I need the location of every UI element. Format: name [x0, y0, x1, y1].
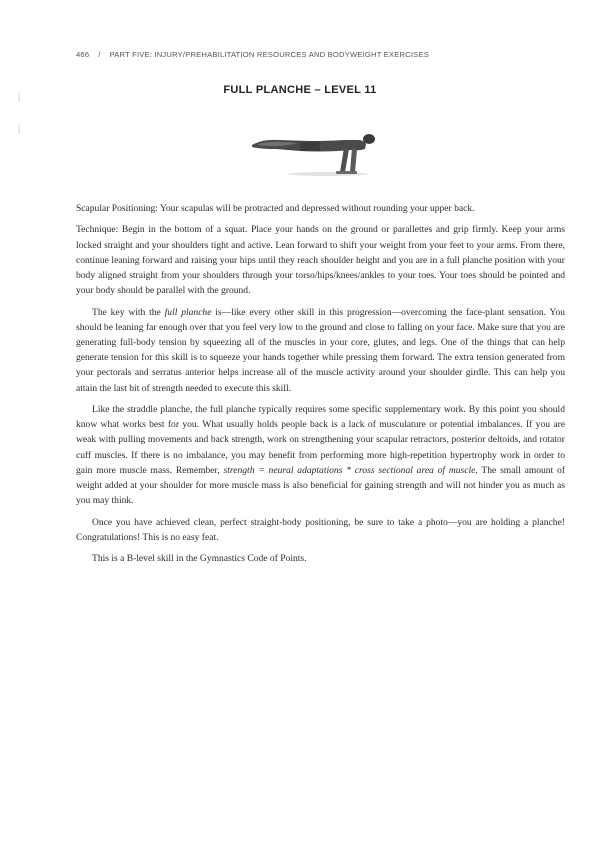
page-number: 466	[76, 50, 90, 59]
paragraph-achieved: Once you have achieved clean, perfect straight-body positioning, be sure to take a photo—you are holding a planche! Congratulations! This is no easy feat.	[76, 516, 565, 543]
header-separator: /	[98, 50, 101, 59]
running-header	[76, 50, 556, 59]
paragraph-straddle-text-continued: . The small amount of weight added at your shoulder for more muscle mass is also beneficial for gaining strength and will not hinder you as much as you may think.	[76, 464, 565, 507]
full-planche-figure-icon	[248, 128, 378, 178]
paragraph-key-text-continued: is—like every other skill in this progression—overcoming the face-plant sensation. You should be leaning far enough over that you feel very low to the ground and close to falling on your face. Make sure that you are generating full-body tension by squeezing all of the muscles in your core, glutes, and legs. One of the things that can help generate tension for this skill is to squeeze your hands together while pressing them forward. The extra tension generated from your pectorals and serratus anterior helps increase all of the muscle activity around your shoulder girdle. This can help you attain the last bit of strength needed to execute this skill.	[76, 306, 565, 394]
running-title: PART FIVE: INJURY/PREHABILITATION RESOURCES AND BODYWEIGHT EXERCISES	[109, 50, 429, 59]
paragraph-b-level: This is a B-level skill in the Gymnastics Code of Points.	[92, 553, 307, 565]
paragraph-straddle	[76, 402, 565, 508]
paragraph-straddle-text: Like the straddle planche, the full planche typically requires some specific supplementary work. By this point you should know what works best for you. What usually holds people back is a lack of musculature or potential imbalances. If you are weak with pulling movements and back strength, work on strengthening your scapular retractors, posterior deltoids, and rotator cuff muscles. If there is no imbalance, you may benefit from performing more high-repetition hypertrophy work in order to gain more muscle mass. Remember,	[76, 404, 565, 476]
margin-mark	[18, 92, 20, 102]
margin-mark	[18, 124, 20, 134]
paragraph-key-text: The key with the	[92, 306, 165, 318]
paragraph-straddle-formula: strength = neural adaptations * cross sectional area of muscle	[223, 464, 476, 476]
section-title: FULL PLANCHE – LEVEL 11	[223, 84, 377, 96]
body-text	[76, 201, 565, 573]
paragraph-scapular-positioning: Scapular Positioning: Your scapulas will be protracted and depressed without rounding your upper back.	[76, 203, 475, 214]
paragraph-key	[76, 305, 565, 396]
paragraph-key-emphasis: full planche	[164, 306, 212, 318]
paragraph-technique: Technique: Begin in the bottom of a squat. Place your hands on the ground or parallettes and grip firmly. Keep your arms locked straight and your shoulders tight and active. Lean forward to shift your weight from your feet to your arms. From there, continue leaning forward and raising your hips until they reach shoulder height and you are in a full planche position with your body aligned straight from your shoulders through your torso/hips/knees/ankles to your toes. Your toes should be pointed and your body should be parallel with the ground.	[76, 224, 565, 297]
full-planche-photo	[248, 128, 378, 178]
